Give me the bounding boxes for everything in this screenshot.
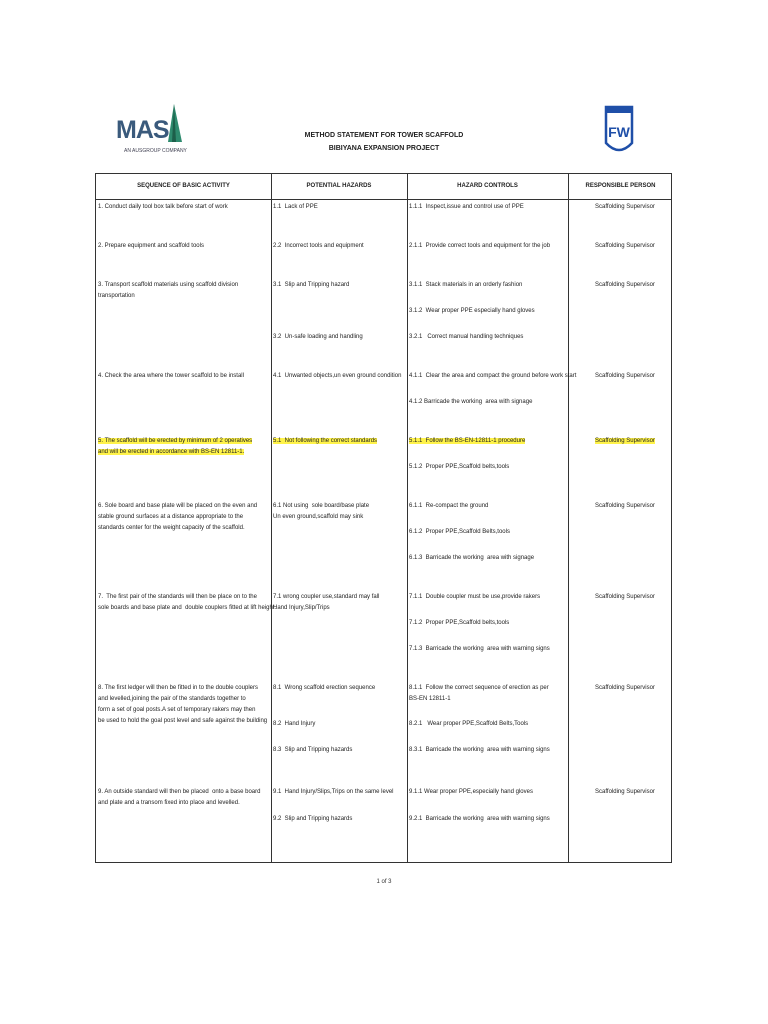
highlight-text: 5.1.1 Follow the BS-EN-12811-1 procedure bbox=[409, 438, 526, 444]
header-activity: SEQUENCE OF BASIC ACTIVITY bbox=[137, 183, 230, 189]
hazard-cell: 8.3 Slip and Tripping hazards bbox=[273, 747, 353, 753]
project-title: BIBIYANA EXPANSION PROJECT bbox=[328, 145, 440, 152]
highlight-text: 5. The scaffold will be erected by minimum of 2 operatives and will be erected in accordance with BS-EN 12811-1. bbox=[98, 438, 253, 455]
control-cell: 4.1.1 Clear the area and compact the ground before work start bbox=[409, 373, 577, 379]
control-cell: 8.2.1 Wear proper PPE,Scaffold Belts,Tools bbox=[409, 721, 529, 727]
hazard-cell: 7.1 wrong coupler use,standard may fall Hand Injury,Slip/Trips bbox=[273, 594, 380, 611]
person-cell: Scaffolding Supervisor bbox=[595, 373, 655, 379]
activity-cell: 1. Conduct daily tool box talk before start of work bbox=[98, 204, 228, 210]
mas-logo-text: MAS bbox=[116, 116, 169, 144]
header-person: RESPONSIBLE PERSON bbox=[585, 183, 656, 189]
activity-cell: 2. Prepare equipment and scaffold tools bbox=[98, 243, 204, 249]
control-cell: 4.1.2 Barricade the working area with signage bbox=[409, 399, 533, 405]
activity-cell: 4. Check the area where the tower scaffold to be install bbox=[98, 373, 244, 379]
fw-logo-text: FW bbox=[608, 124, 630, 140]
control-cell: 8.1.1 Follow the correct sequence of erection as per BS-EN 12811-1 bbox=[409, 685, 549, 702]
control-cell: 1.1.1 Inspect,issue and control use of PPE bbox=[409, 204, 524, 210]
header-controls: HAZARD CONTROLS bbox=[457, 183, 518, 189]
column-divider bbox=[568, 174, 569, 862]
control-cell: 9.2.1 Barricade the working area with warning signs bbox=[409, 816, 550, 822]
control-cell: 7.1.2 Proper PPE,Scaffold belts,tools bbox=[409, 620, 510, 626]
hazard-cell: 9.2 Slip and Tripping hazards bbox=[273, 816, 353, 822]
control-cell: 8.3.1 Barricade the working area with warning signs bbox=[409, 747, 550, 753]
control-cell: 6.1.1 Re-compact the ground bbox=[409, 503, 489, 509]
activity-cell: 8. The first ledger will then be fitted in to the double couplers and levelled,joining the pair of the standards together to form a set of goal posts.A set of temporary rakers may then be used to hold the goal post level and safe against the building bbox=[98, 685, 268, 724]
hazard-cell: 8.2 Hand Injury bbox=[273, 721, 316, 727]
activity-cell-highlighted bbox=[98, 436, 252, 458]
page-number: 1 of 3 bbox=[376, 879, 392, 885]
person-cell: Scaffolding Supervisor bbox=[595, 685, 655, 691]
person-cell: Scaffolding Supervisor bbox=[595, 204, 655, 210]
control-cell: 3.1.2 Wear proper PPE especially hand gloves bbox=[409, 308, 535, 314]
header-divider bbox=[96, 199, 671, 200]
hazard-cell: 3.1 Slip and Tripping hazard bbox=[273, 282, 350, 288]
control-cell: 5.1.2 Proper PPE,Scaffold belts,tools bbox=[409, 464, 510, 470]
hazard-cell: 6.1 Not using sole board/base plate Un even ground,scaffold may sink bbox=[273, 503, 370, 520]
hazard-cell-highlighted bbox=[273, 436, 377, 447]
control-cell: 9.1.1 Wear proper PPE,especially hand gloves bbox=[409, 789, 533, 795]
hazard-cell: 9.1 Hand Injury/Slips,Trips on the same level bbox=[273, 789, 394, 795]
person-cell: Scaffolding Supervisor bbox=[595, 243, 655, 249]
control-cell: 7.1.3 Barricade the working area with warning signs bbox=[409, 646, 550, 652]
control-cell-highlighted bbox=[409, 436, 525, 447]
control-cell: 7.1.1 Double coupler must be use,provide rakers bbox=[409, 594, 541, 600]
hazard-cell: 4.1 Unwanted objects,un even ground condition bbox=[273, 373, 402, 379]
column-divider bbox=[271, 174, 272, 862]
hazard-cell: 1.1 Lack of PPE bbox=[273, 204, 318, 210]
activity-cell: 9. An outside standard will then be placed onto a base board and plate and a transom fixed into place and levelled. bbox=[98, 789, 261, 806]
column-divider bbox=[407, 174, 408, 862]
control-cell: 2.1.1 Provide correct tools and equipment for the job bbox=[409, 243, 551, 249]
person-cell: Scaffolding Supervisor bbox=[595, 503, 655, 509]
person-cell: Scaffolding Supervisor bbox=[595, 594, 655, 600]
person-cell: Scaffolding Supervisor bbox=[595, 789, 655, 795]
control-cell: 3.2.1 Correct manual handling techniques bbox=[409, 334, 524, 340]
mas-logo-subtext: AN AUSGROUP COMPANY bbox=[124, 148, 187, 154]
hazard-cell: 2.2 Incorrect tools and equipment bbox=[273, 243, 364, 249]
hazard-cell: 8.1 Wrong scaffold erection sequence bbox=[273, 685, 376, 691]
method-statement-table bbox=[95, 173, 672, 863]
control-cell: 6.1.2 Proper PPE,Scaffold Belts,tools bbox=[409, 529, 510, 535]
control-cell: 6.1.3 Barricade the working area with signage bbox=[409, 555, 535, 561]
header-hazards: POTENTIAL HAZARDS bbox=[306, 183, 372, 189]
control-cell: 3.1.1 Stack materials in an orderly fashion bbox=[409, 282, 523, 288]
hazard-cell: 3.2 Un-safe loading and handling bbox=[273, 334, 363, 340]
activity-cell: 7. The first pair of the standards will then be place on to the sole boards and base plate and double couplers fitted at lift height. bbox=[98, 594, 277, 611]
highlight-text: 5.1 Not following the correct standards bbox=[273, 438, 378, 444]
activity-cell: 3. Transport scaffold materials using scaffold division transportation bbox=[98, 282, 239, 299]
person-cell-highlighted bbox=[595, 436, 655, 447]
person-cell: Scaffolding Supervisor bbox=[595, 282, 655, 288]
activity-cell: 6. Sole board and base plate will be placed on the even and stable ground surfaces at a distance appropriate to the standards center for the weight capacity of the scaffold. bbox=[98, 503, 258, 531]
document-title: METHOD STATEMENT FOR TOWER SCAFFOLD bbox=[304, 132, 464, 139]
highlight-text: Scaffolding Supervisor bbox=[595, 438, 655, 444]
